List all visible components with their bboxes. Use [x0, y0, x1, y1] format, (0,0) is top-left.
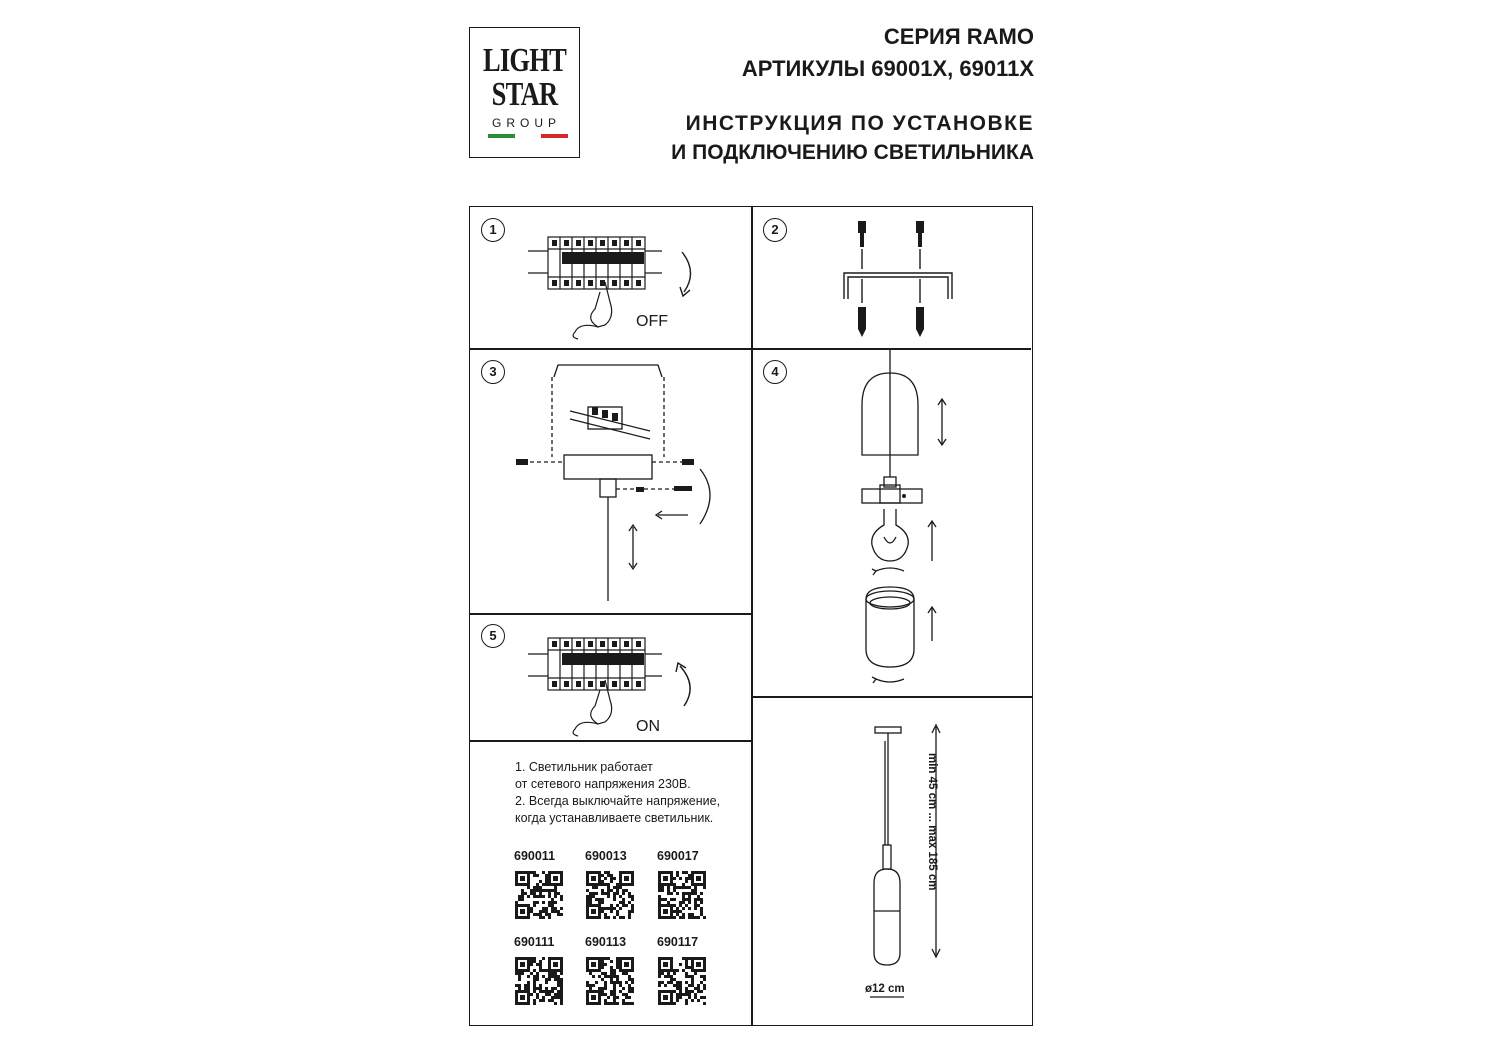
qr-code-icon[interactable]	[658, 957, 706, 1005]
dimensions-cell	[752, 697, 1033, 1026]
qr-label: 690013	[585, 849, 627, 863]
circuit-breaker-off-icon	[470, 207, 752, 349]
italian-flag-stripe	[488, 134, 568, 138]
qr-label: 690111	[514, 935, 555, 949]
step-5-cell	[470, 614, 752, 741]
step-1-badge: 1	[481, 218, 505, 242]
article-numbers: АРТИКУЛЫ 69001X, 69011X	[741, 56, 1034, 81]
logo-text-light: LIGHT	[482, 42, 567, 79]
flag-red	[541, 134, 568, 138]
on-label: ON	[636, 718, 660, 735]
logo-text-star: STAR	[491, 76, 558, 113]
flag-white	[515, 134, 542, 138]
note-line: 2. Всегда выключайте напряжение,	[515, 794, 721, 808]
note-line: 1. Светильник работает	[515, 760, 653, 774]
height-range-label: min 45 cm ... max 185 cm	[926, 753, 938, 891]
off-label: OFF	[636, 313, 668, 330]
flag-green	[488, 134, 515, 138]
qr-code-icon[interactable]	[586, 871, 634, 919]
qr-label: 690117	[657, 935, 699, 949]
step-2-badge: 2	[763, 218, 787, 242]
step-3-badge: 3	[481, 360, 505, 384]
qr-label: 690017	[657, 849, 699, 863]
step-2-cell	[752, 207, 1033, 349]
notes-cell	[470, 741, 752, 1026]
step-1-cell	[470, 207, 752, 349]
qr-code-icon[interactable]	[515, 871, 563, 919]
step-4-cell	[752, 349, 1033, 697]
qr-label: 690011	[514, 849, 556, 863]
instruction-title-line1: ИНСТРУКЦИЯ ПО УСТАНОВКЕ	[685, 112, 1034, 135]
brand-logo	[469, 27, 580, 158]
series-title: СЕРИЯ RAMO	[883, 24, 1034, 49]
note-line: от сетевого напряжения 230В.	[515, 777, 691, 791]
wiring-terminal-icon	[470, 349, 752, 614]
step-3-cell	[470, 349, 752, 614]
circuit-breaker-on-icon	[470, 614, 752, 741]
qr-label: 690113	[585, 935, 627, 949]
note-line: когда устанавливаете светильник.	[515, 811, 714, 825]
qr-code-icon[interactable]	[658, 871, 706, 919]
diameter-label: ø12 cm	[865, 983, 905, 995]
instruction-title-line2: И ПОДКЛЮЧЕНИЮ СВЕТИЛЬНИКА	[671, 141, 1034, 164]
logo-text-group: GROUP	[491, 116, 561, 130]
mounting-bracket-screws-icon	[752, 207, 1033, 349]
safety-notes	[515, 759, 755, 827]
qr-code-icon[interactable]	[515, 957, 563, 1005]
qr-code-icon[interactable]	[586, 957, 634, 1005]
step-4-badge: 4	[763, 360, 787, 384]
instruction-grid	[469, 206, 1033, 1026]
pendant-dimensions-icon	[752, 697, 1033, 1026]
lamp-assembly-icon	[752, 349, 1033, 697]
step-5-badge: 5	[481, 624, 505, 648]
